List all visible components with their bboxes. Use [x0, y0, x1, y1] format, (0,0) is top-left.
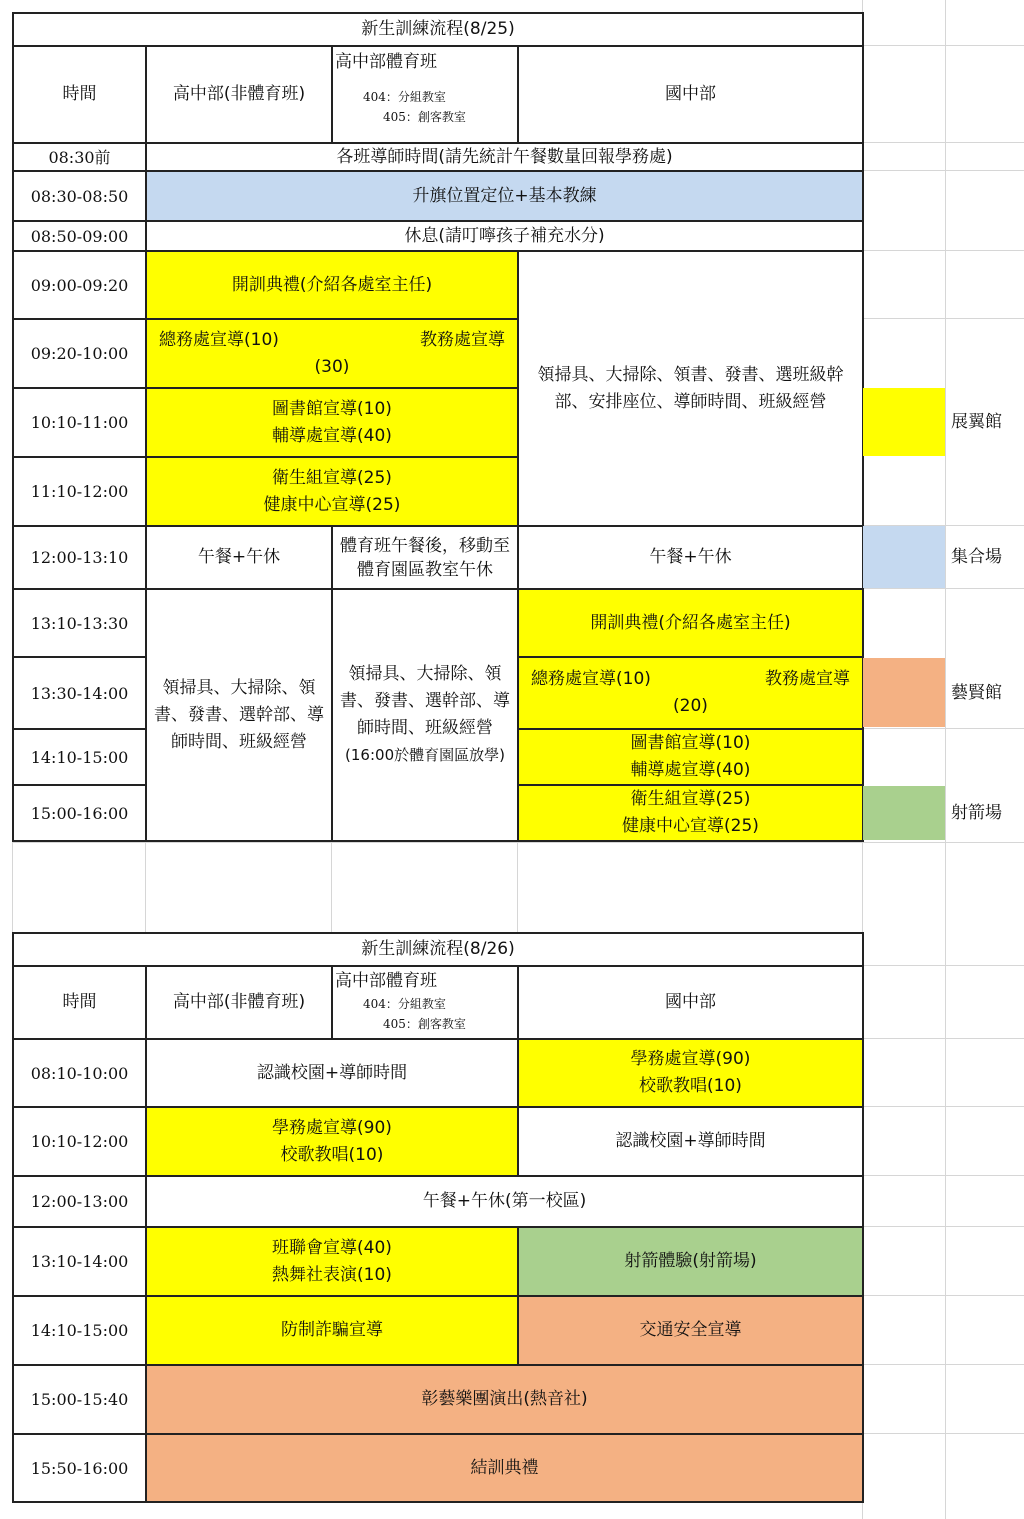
activity-line: (30): [314, 356, 350, 377]
activity-line: 衛生組宣導(25): [272, 467, 392, 488]
legend-swatch-blue: [863, 526, 945, 588]
sheet-gridline: [12, 842, 1024, 843]
activity-cell: [145, 318, 519, 389]
time-cell: 12:00-13:00: [12, 1175, 147, 1228]
sheet-gridline: [862, 965, 1024, 966]
sheet-gridline: [862, 45, 1024, 46]
activity-cell: [517, 1038, 864, 1108]
header-jh: 國中部: [517, 965, 864, 1040]
sheet-gridline: [862, 1433, 1024, 1434]
time-cell: 12:00-13:10: [12, 525, 147, 590]
header-hs-regular: 高中部(非體育班): [145, 45, 333, 144]
time-cell: 09:00-09:20: [12, 250, 147, 320]
activity-cell: 彰藝樂團演出(熱音社): [145, 1364, 864, 1435]
header-hs-sports: [331, 965, 519, 1040]
time-cell: 15:00-15:40: [12, 1364, 147, 1435]
table-title: 新生訓練流程(8/26): [12, 932, 864, 967]
activity-line: 學務處宣導(90): [630, 1049, 751, 1069]
activity-line: 健康中心宣導(25): [622, 816, 759, 836]
time-cell: 13:10-13:30: [12, 588, 147, 658]
header-time: 時間: [12, 965, 147, 1040]
sheet-gridline: [862, 1038, 1024, 1039]
time-cell: 10:10-12:00: [12, 1106, 147, 1177]
time-cell: 09:20-10:00: [12, 318, 147, 389]
legend-label-yellow: 展翼館: [951, 412, 1002, 432]
header-hs-sports-title: 高中部體育班: [335, 52, 437, 72]
activity-line: 書、發書、選幹部、導: [154, 704, 324, 725]
header-time: 時間: [12, 45, 147, 144]
activity-line: 總務處宣導(10) 教務處宣導: [531, 669, 850, 689]
room-404-note: 404：分組教室: [363, 997, 446, 1011]
time-cell: 14:10-15:00: [12, 1295, 147, 1366]
activity-cell: 午餐+午休: [517, 525, 864, 590]
time-cell: 08:10-10:00: [12, 1038, 147, 1108]
activity-cell: [517, 728, 864, 786]
activity-line: 師時間、班級經營: [171, 731, 307, 752]
sheet-gridline: [331, 842, 332, 932]
time-cell: 11:10-12:00: [12, 456, 147, 527]
time-cell: 13:30-14:00: [12, 656, 147, 730]
sheet-gridline: [517, 842, 518, 932]
header-hs-sports: [331, 45, 519, 144]
sheet-gridline: [862, 170, 1024, 171]
activity-cell: [145, 1106, 519, 1177]
activity-cell: 開訓典禮(介紹各處室主任): [517, 588, 864, 658]
activity-cell: 交通安全宣導: [517, 1295, 864, 1366]
header-jh: 國中部: [517, 45, 864, 144]
activity-line: 總務處宣導(10) 教務處宣導: [159, 329, 505, 350]
activity-line: 體育園區教室午休: [357, 559, 493, 580]
activity-line: 健康中心宣導(25): [263, 494, 401, 515]
activity-line: 校歌教唱(10): [280, 1144, 384, 1165]
time-cell: 15:00-16:00: [12, 784, 147, 842]
sheet-gridline: [145, 842, 146, 932]
sheet-gridline: [945, 0, 946, 1519]
activity-line: (16:00於體育園區放學): [345, 746, 505, 764]
sheet-gridline: [862, 1226, 1024, 1227]
sheet-gridline: [862, 250, 1024, 251]
activity-cell: 防制詐騙宣導: [145, 1295, 519, 1366]
activity-line: (20): [673, 696, 708, 716]
activity-cell: 各班導師時間(請先統計午餐數量回報學務處): [145, 142, 864, 172]
activity-line: 校歌教唱(10): [639, 1076, 742, 1096]
activity-cell: [331, 525, 519, 590]
time-cell: 13:10-14:00: [12, 1226, 147, 1297]
time-cell: 10:10-11:00: [12, 387, 147, 458]
activity-cell: 午餐+午休(第一校區): [145, 1175, 864, 1228]
sheet-gridline: [862, 318, 1024, 319]
activity-line: 領掃具、大掃除、領: [348, 664, 502, 684]
activity-line: 領掃具、大掃除、領: [162, 677, 316, 698]
activity-line: 輔導處宣導(40): [272, 425, 392, 446]
activity-cell-sports-afternoon: [331, 588, 519, 842]
activity-cell: [145, 1226, 519, 1297]
activity-cell: 結訓典禮: [145, 1433, 864, 1503]
activity-cell: 升旗位置定位+基本教練: [145, 170, 864, 222]
activity-cell: [517, 656, 864, 730]
activity-cell-hs-afternoon: [145, 588, 333, 842]
activity-cell: 射箭體驗(射箭場): [517, 1226, 864, 1297]
legend-swatch-yellow: [863, 388, 945, 456]
sheet-gridline: [862, 588, 1024, 589]
sheet-gridline: [862, 1295, 1024, 1296]
activity-cell: 開訓典禮(介紹各處室主任): [145, 250, 519, 320]
time-cell: 14:10-15:00: [12, 728, 147, 786]
activity-line: 書、發書、選幹部、導: [340, 691, 510, 711]
activity-line: 班聯會宣導(40): [272, 1237, 392, 1258]
time-cell: 08:50-09:00: [12, 220, 147, 252]
activity-line: 領掃具、大掃除、領書、發書、選班級幹: [537, 364, 844, 385]
activity-cell: [517, 784, 864, 842]
activity-cell: [145, 456, 519, 527]
activity-line: 師時間、班級經營: [357, 718, 493, 738]
activity-line: 學務處宣導(90): [272, 1117, 392, 1138]
sheet-gridline: [862, 728, 1024, 729]
sheet-gridline: [12, 842, 13, 932]
time-cell: 08:30-08:50: [12, 170, 147, 222]
activity-cell-jh-morning: [517, 250, 864, 527]
activity-line: 體育班午餐後，移動至: [340, 535, 510, 556]
header-hs-sports-title: 高中部體育班: [335, 971, 437, 991]
activity-cell: 午餐+午休: [145, 525, 333, 590]
activity-line: 熱舞社表演(10): [272, 1264, 392, 1285]
sheet-gridline: [862, 1364, 1024, 1365]
legend-label-blue: 集合場: [951, 547, 1002, 567]
legend-swatch-orange: [863, 658, 945, 727]
activity-line: 衛生組宣導(25): [630, 789, 751, 809]
room-404-note: 404：分組教室: [363, 90, 446, 104]
activity-cell: 認識校園+導師時間: [517, 1106, 864, 1177]
activity-cell: 休息(請叮嚀孩子補充水分): [145, 220, 864, 252]
activity-line: 輔導處宣導(40): [630, 760, 751, 780]
legend-label-green: 射箭場: [951, 803, 1002, 823]
legend-label-orange: 藝賢館: [951, 683, 1002, 703]
time-cell: 08:30前: [12, 142, 147, 172]
room-405-note: 405：創客教室: [383, 110, 466, 124]
room-405-note: 405：創客教室: [383, 1017, 466, 1031]
sheet-gridline: [862, 1106, 1024, 1107]
activity-line: 圖書館宣導(10): [272, 398, 392, 419]
legend-swatch-green: [863, 786, 945, 840]
activity-cell: [145, 387, 519, 458]
activity-line: 部、安排座位、導師時間、班級經營: [554, 391, 827, 412]
activity-line: 圖書館宣導(10): [630, 733, 751, 753]
time-cell: 15:50-16:00: [12, 1433, 147, 1503]
table-title: 新生訓練流程(8/25): [12, 12, 864, 47]
activity-cell: 認識校園+導師時間: [145, 1038, 519, 1108]
sheet-gridline: [862, 1175, 1024, 1176]
sheet-gridline: [862, 142, 1024, 143]
header-hs-regular: 高中部(非體育班): [145, 965, 333, 1040]
